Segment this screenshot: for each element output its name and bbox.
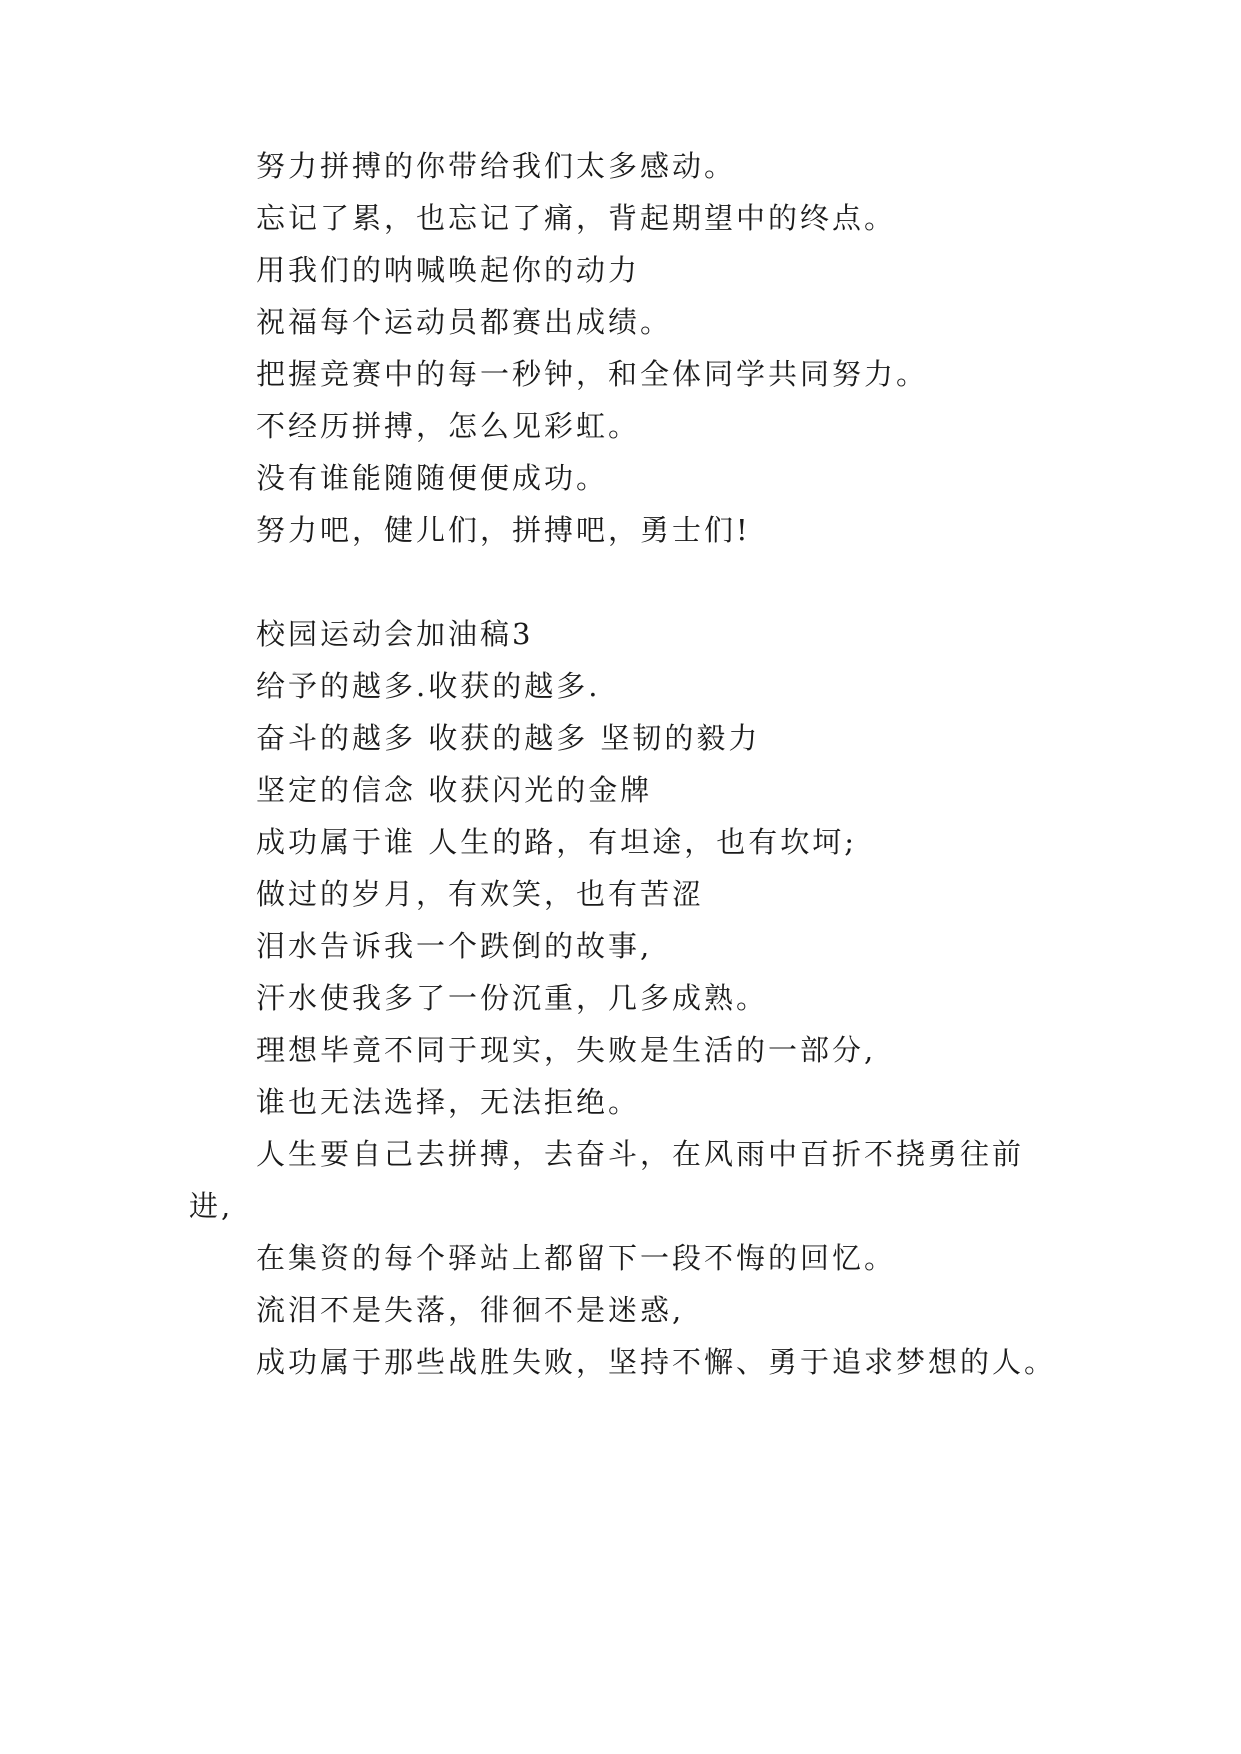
paragraph-line: 忘记了累，也忘记了痛，背起期望中的终点。 <box>256 201 897 235</box>
paragraph-line: 理想毕竟不同于现实，失败是生活的一部分, <box>256 1033 877 1067</box>
paragraph-line-continuation: 进, <box>189 1189 234 1223</box>
paragraph-line: 不经历拼搏，怎么见彩虹。 <box>256 409 641 443</box>
paragraph-line: 努力吧，健儿们，拼搏吧，勇士们! <box>256 513 751 547</box>
paragraph-line: 做过的岁月，有欢笑，也有苦涩 <box>256 877 705 911</box>
paragraph-line: 在集资的每个驿站上都留下一段不悔的回忆。 <box>256 1241 897 1275</box>
paragraph-line: 流泪不是失落，徘徊不是迷惑, <box>256 1293 685 1327</box>
paragraph-line: 人生要自己去拼搏，去奋斗，在风雨中百折不挠勇往前 <box>256 1137 1025 1171</box>
paragraph-line: 谁也无法选择，无法拒绝。 <box>256 1085 641 1119</box>
paragraph-line: 成功属于那些战胜失败，坚持不懈、勇于追求梦想的人。 <box>256 1345 1057 1379</box>
paragraph-line: 给予的越多.收获的越多. <box>256 669 601 703</box>
paragraph-line: 坚定的信念 收获闪光的金牌 <box>256 773 653 807</box>
paragraph-line: 把握竞赛中的每一秒钟，和全体同学共同努力。 <box>256 357 929 391</box>
paragraph-line: 没有谁能随随便便成功。 <box>256 461 609 495</box>
paragraph-line: 奋斗的越多 收获的越多 坚韧的毅力 <box>256 721 761 755</box>
paragraph-line: 汗水使我多了一份沉重，几多成熟。 <box>256 981 769 1015</box>
paragraph-line: 泪水告诉我一个跌倒的故事, <box>256 929 653 963</box>
paragraph-line: 用我们的呐喊唤起你的动力 <box>256 253 641 287</box>
section-title: 校园运动会加油稿3 <box>256 617 534 651</box>
paragraph-line: 成功属于谁 人生的路，有坦途，也有坎坷; <box>256 825 857 859</box>
paragraph-line: 祝福每个运动员都赛出成绩。 <box>256 305 673 339</box>
paragraph-line: 努力拼搏的你带给我们太多感动。 <box>256 149 737 183</box>
